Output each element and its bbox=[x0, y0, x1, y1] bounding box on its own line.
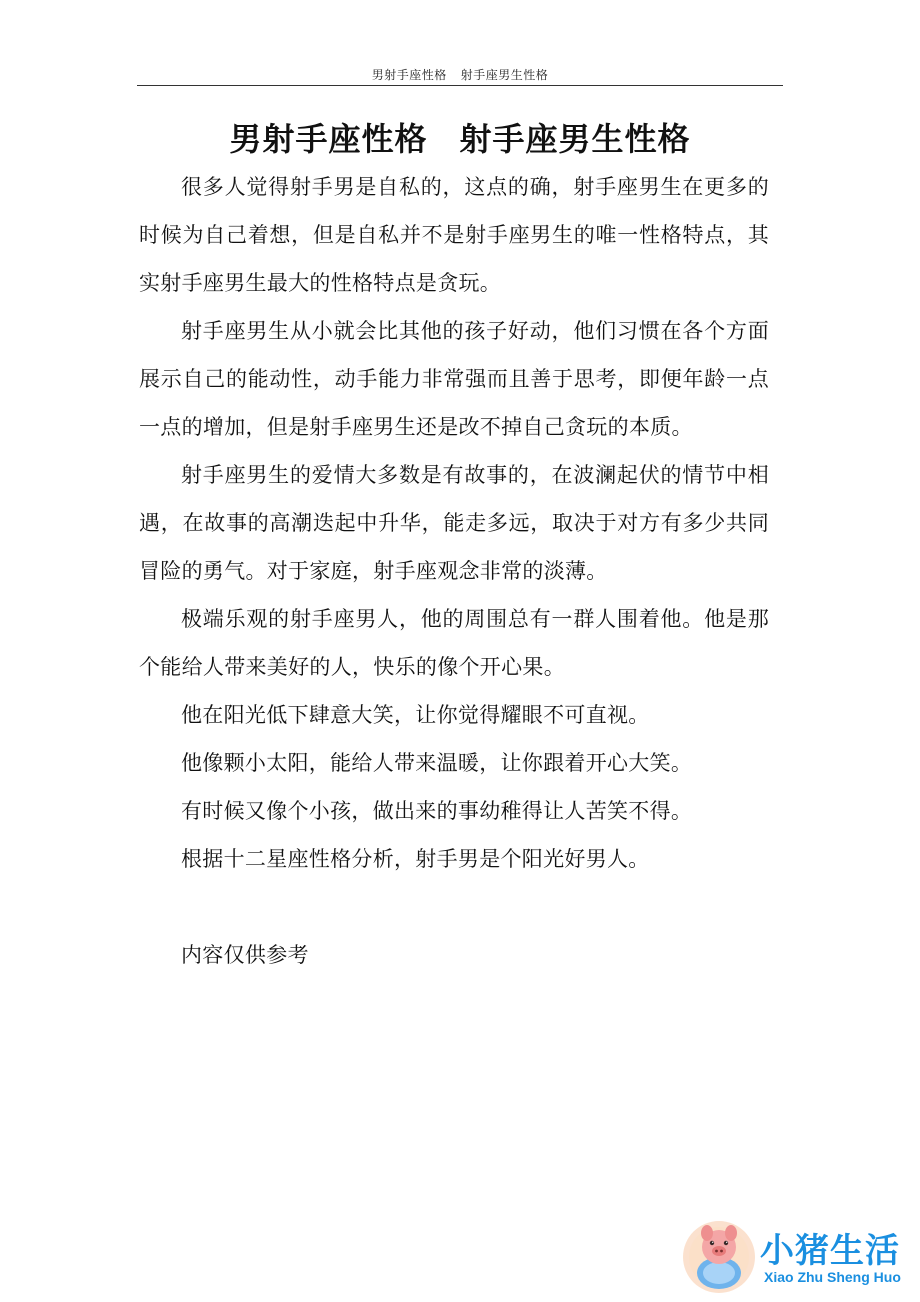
paragraph: 射手座男生的爱情大多数是有故事的，在波澜起伏的情节中相遇，在故事的高潮迭起中升华，能走多远，取决于对方有多少共同冒险的勇气。对于家庭，射手座观念非常的淡薄。 bbox=[139, 463, 769, 583]
brand-name-cn: 小猪生活 bbox=[760, 1231, 900, 1271]
brand-logo bbox=[676, 1213, 916, 1298]
running-header-part2: 射手座男生性格 bbox=[460, 68, 549, 82]
pig-mascot-icon bbox=[680, 1217, 758, 1295]
paragraph: 极端乐观的射手座男人，他的周围总有一群人围着他。他是那个能给人带来美好的人，快乐的像个开心果。 bbox=[139, 607, 769, 679]
running-header-part1: 男射手座性格 bbox=[371, 68, 447, 82]
title-part2: 射手座男生性格 bbox=[459, 120, 691, 158]
paragraph: 射手座男生从小就会比其他的孩子好动，他们习惯在各个方面展示自己的能动性，动手能力非常强而且善于思考，即便年龄一点一点的增加，但是射手座男生还是改不掉自己贪玩的本质。 bbox=[139, 319, 769, 439]
article-body bbox=[139, 163, 769, 979]
disclaimer: 内容仅供参考 bbox=[181, 943, 309, 967]
header-rule bbox=[137, 85, 783, 86]
paragraph: 有时候又像个小孩，做出来的事幼稚得让人苦笑不得。 bbox=[181, 799, 693, 823]
title-part1: 男射手座性格 bbox=[229, 120, 428, 158]
paragraph: 他在阳光低下肆意大笑，让你觉得耀眼不可直视。 bbox=[181, 703, 650, 727]
paragraph: 很多人觉得射手男是自私的，这点的确，射手座男生在更多的时候为自己着想，但是自私并不是射手座男生的唯一性格特点，其实射手座男生最大的性格特点是贪玩。 bbox=[139, 175, 769, 295]
running-header bbox=[137, 66, 783, 83]
paragraph: 他像颗小太阳，能给人带来温暖，让你跟着开心大笑。 bbox=[181, 751, 693, 775]
page-title bbox=[137, 114, 783, 160]
brand-name-en: Xiao Zhu Sheng Huo bbox=[764, 1269, 901, 1285]
paragraph: 根据十二星座性格分析，射手男是个阳光好男人。 bbox=[181, 847, 650, 871]
